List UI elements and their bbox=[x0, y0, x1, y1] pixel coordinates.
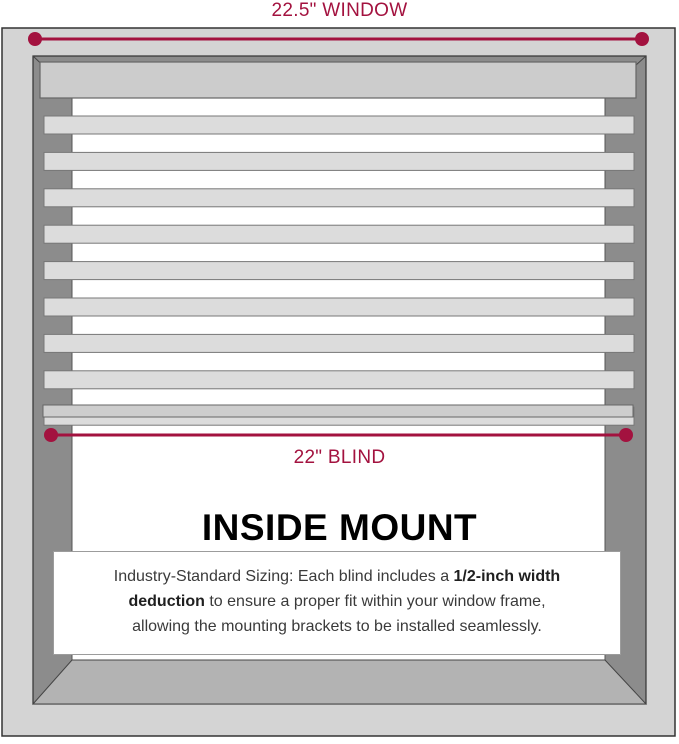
blind-slat bbox=[44, 152, 634, 170]
blind-width-endpoint bbox=[619, 428, 633, 442]
bottom-rail bbox=[43, 405, 633, 417]
note-bold-width: 1/2-inch width bbox=[453, 568, 561, 585]
blind-slat bbox=[44, 371, 634, 389]
diagram-title: INSIDE MOUNT bbox=[201, 507, 478, 548]
note-text: to ensure a proper fit within your window frame, bbox=[204, 593, 546, 610]
blind-slat bbox=[44, 225, 634, 243]
note-text: allowing the mounting brackets to be installed seamlessly. bbox=[132, 618, 542, 635]
note-bold-deduction: deduction bbox=[128, 593, 205, 610]
blind-slat bbox=[44, 298, 634, 316]
blind-slat bbox=[44, 262, 634, 280]
window-width-endpoint bbox=[635, 32, 649, 46]
sizing-note bbox=[53, 551, 621, 655]
blind-slat bbox=[44, 189, 634, 207]
note-text: Industry-Standard Sizing: Each blind includes a bbox=[113, 568, 454, 585]
blind-width-endpoint bbox=[44, 428, 58, 442]
blind-slat bbox=[44, 116, 634, 134]
slats bbox=[44, 116, 634, 425]
window-sill bbox=[33, 660, 646, 704]
blind-width-label: 22" BLIND bbox=[293, 447, 386, 468]
blind-slat bbox=[44, 334, 634, 352]
window-width-label: 22.5" WINDOW bbox=[271, 0, 408, 21]
window-width-endpoint bbox=[28, 32, 42, 46]
head-rail bbox=[40, 62, 636, 98]
